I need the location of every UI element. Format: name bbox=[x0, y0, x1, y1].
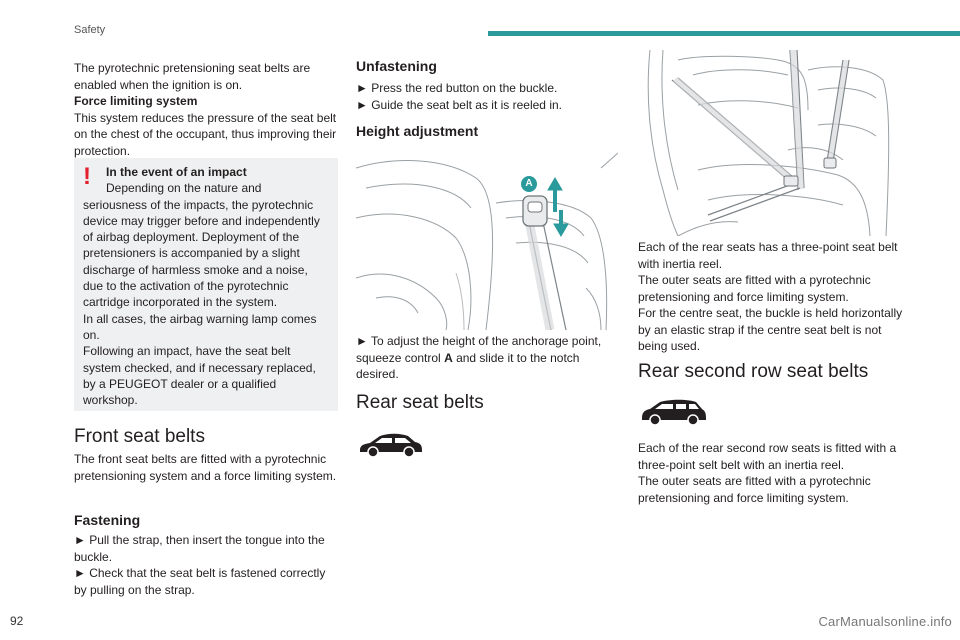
force-limiting-heading: Force limiting system bbox=[74, 94, 198, 108]
intro-block bbox=[74, 60, 340, 159]
warning-title: In the event of an impact bbox=[106, 165, 247, 179]
car-mpv-icon bbox=[640, 398, 708, 426]
front-seat-belts-text: The front seat belts are fitted with a pyrotechnic pretensioning system and a force limiting system. bbox=[74, 452, 337, 483]
rear-text-block bbox=[638, 239, 908, 355]
second-row-text-1: Each of the rear second row seats is fitted with a three-point selt belt with an inertia reel. bbox=[638, 441, 897, 472]
height-text-post: and slide it to the notch desired. bbox=[356, 350, 580, 381]
rear-text-1: Each of the rear seats has a three-point seat belt with inertia reel. bbox=[638, 240, 898, 271]
height-adjustment-illustration bbox=[356, 148, 618, 330]
car-suv-icon bbox=[358, 432, 424, 458]
fastening-step-2: ► Check that the seat belt is fastened correctly by pulling on the strap. bbox=[74, 566, 326, 597]
rear-seat-belts-heading: Rear seat belts bbox=[356, 392, 484, 413]
second-row-text-2: The outer seats are fitted with a pyrotechnic pretensioning and force limiting system. bbox=[638, 474, 871, 505]
height-text-control: A bbox=[444, 350, 453, 365]
unfastening-step-1: ► Press the red button on the buckle. bbox=[356, 81, 558, 95]
second-row-block bbox=[638, 440, 908, 506]
warning-text bbox=[83, 164, 331, 408]
warning-p3: Following an impact, have the seat belt system checked, and if necessary replaced, by a PEUGEOT dealer or a qualified workshop. bbox=[83, 344, 316, 408]
fastening-heading: Fastening bbox=[74, 512, 141, 528]
fastening-block bbox=[74, 532, 340, 598]
header-accent-bar bbox=[488, 31, 960, 36]
rear-second-row-heading: Rear second row seat belts bbox=[638, 361, 869, 382]
intro-text: The pyrotechnic pretensioning seat belts are enabled when the ignition is on. bbox=[74, 61, 311, 92]
rear-seat-belts-illustration bbox=[638, 50, 900, 236]
callout-a-badge: A bbox=[521, 176, 537, 192]
force-limiting-text: This system reduces the pressure of the seat belt on the chest of the occupant, thus improving their protection. bbox=[74, 110, 337, 158]
unfastening-block bbox=[356, 80, 620, 113]
height-adjustment-heading: Height adjustment bbox=[356, 123, 479, 139]
rear-text-3: For the centre seat, the buckle is held horizontally by an elastic strap if the centre seat belt is not being used. bbox=[638, 306, 903, 353]
height-adjustment-text bbox=[356, 333, 618, 383]
fastening-step-1: ► Pull the strap, then insert the tongue into the buckle. bbox=[74, 533, 325, 564]
warning-line1: Depending on the nature and bbox=[106, 181, 262, 196]
unfastening-heading: Unfastening bbox=[356, 58, 437, 74]
height-adjustment-block bbox=[356, 333, 618, 383]
height-text-pre: ► To adjust the height of the anchorage point, squeeze control bbox=[356, 334, 602, 365]
front-text-block bbox=[74, 451, 340, 484]
watermark: CarManualsonline.info bbox=[818, 614, 952, 629]
unfastening-step-2: ► Guide the seat belt as it is reeled in. bbox=[356, 97, 562, 112]
warning-icon: ! bbox=[83, 163, 91, 190]
front-seat-belts-heading: Front seat belts bbox=[74, 426, 205, 447]
page-number: 92 bbox=[10, 614, 24, 628]
rear-text-2: The outer seats are fitted with a pyrotechnic pretensioning and force limiting system. bbox=[638, 273, 871, 304]
warning-p2: In all cases, the airbag warning lamp comes on. bbox=[83, 311, 317, 342]
warning-body: seriousness of the impacts, the pyrotechnic device may trigger before and independently of airbag deployment. Deployment of the pretensioners is accompanied by a slight discharge of harmless smoke and a noise, due to the activation of the pyrotechnic cartridge incorporated in the system. bbox=[83, 197, 320, 310]
section-label: Safety bbox=[74, 24, 106, 36]
warning-box bbox=[74, 158, 338, 411]
